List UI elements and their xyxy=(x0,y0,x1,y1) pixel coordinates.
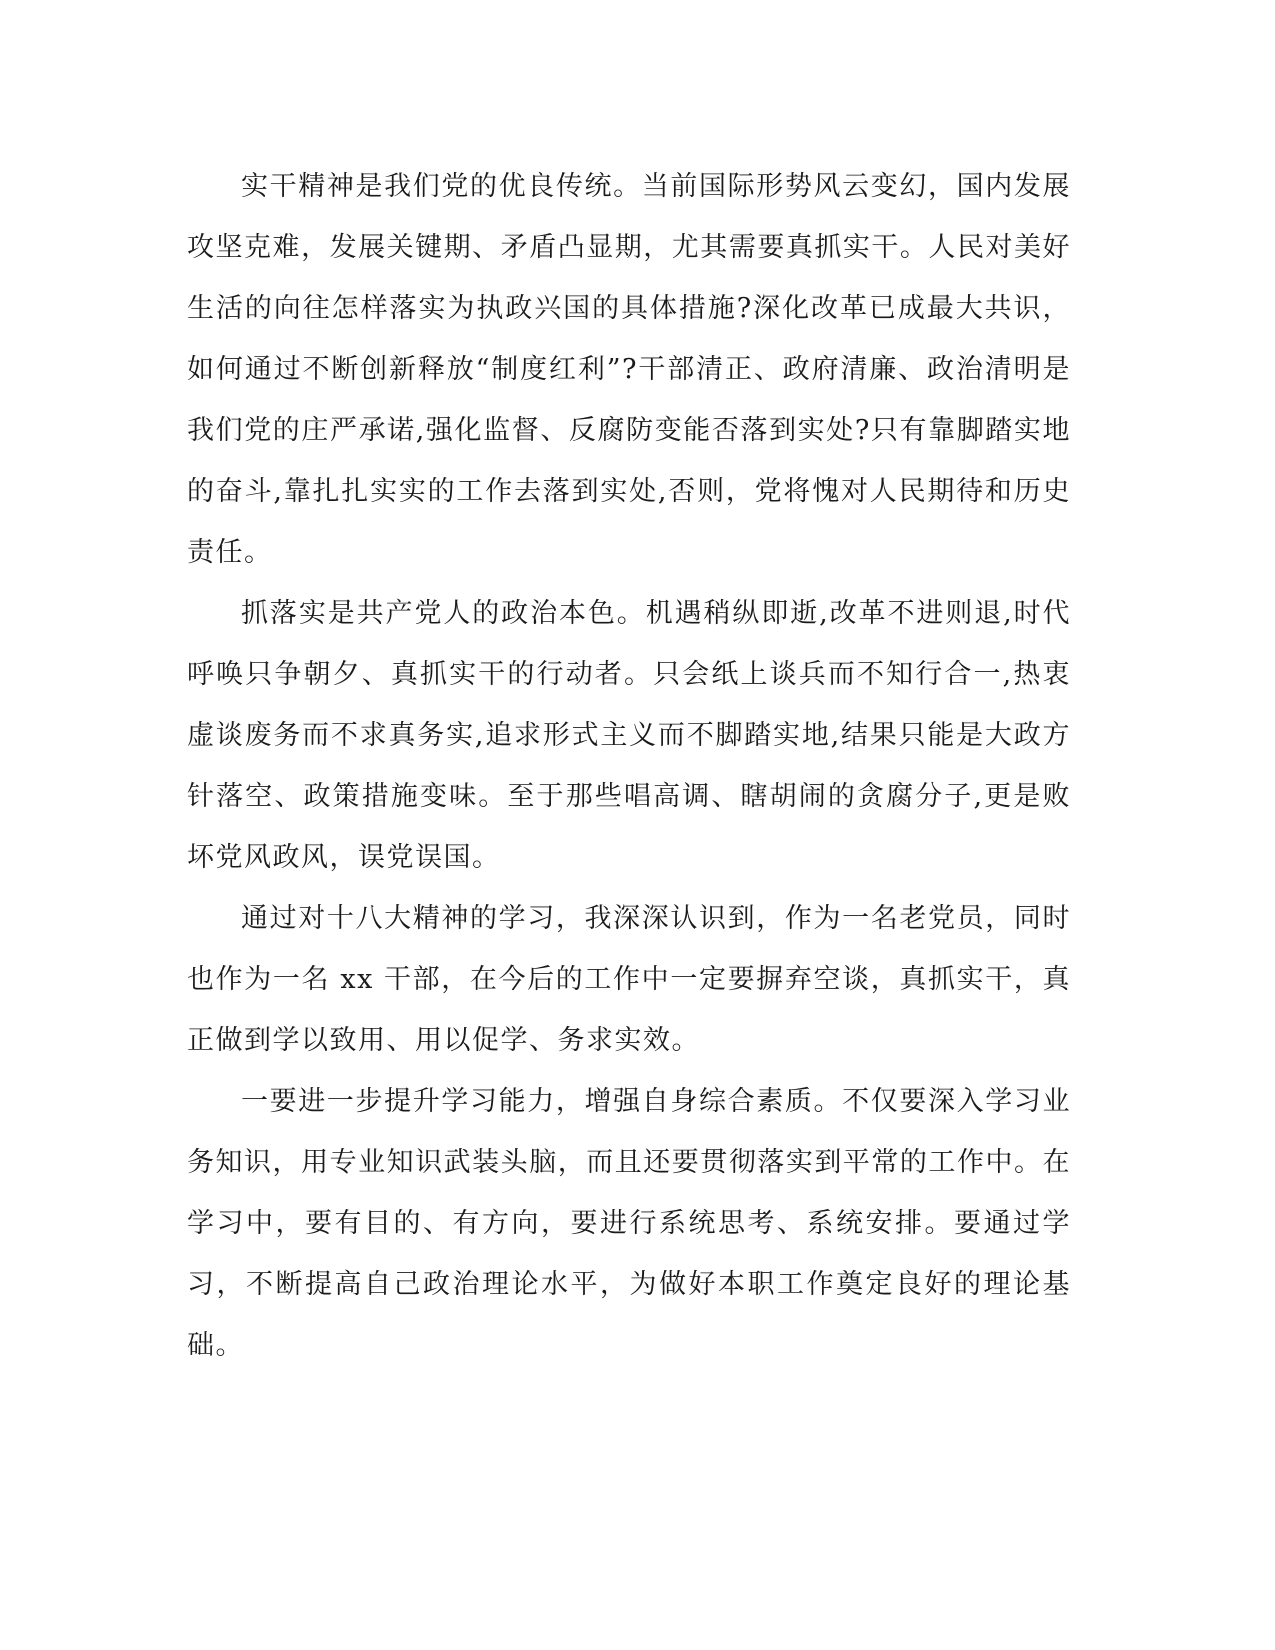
paragraph-2: 抓落实是共产党人的政治本色。机遇稍纵即逝,改革不进则退,时代呼唤只争朝夕、真抓实干的行动者。只会纸上谈兵而不知行合一,热衷虚谈废务而不求真务实,追求形式主义而不脚踏实地,结果只能是大政方针落空、政策措施变味。至于那些唱高调、瞎胡闹的贪腐分子,更是败坏党风政风，误党误国。 xyxy=(187,598,1071,873)
paragraph-1: 实干精神是我们党的优良传统。当前国际形势风云变幻，国内发展攻坚克难，发展关键期、矛盾凸显期，尤其需要真抓实干。人民对美好生活的向往怎样落实为执政兴国的具体措施?深化改革已成最大共识，如何通过不断创新释放“制度红利”?干部清正、政府清廉、政治清明是我们党的庄严承诺,强化监督、反腐防变能否落到实处?只有靠脚踏实地的奋斗,靠扎扎实实的工作去落到实处,否则，党将愧对人民期待和历史责任。 xyxy=(187,171,1071,568)
paragraph-3: 通过对十八大精神的学习，我深深认识到，作为一名老党员，同时也作为一名 xx 干部，在今后的工作中一定要摒弃空谈，真抓实干，真正做到学以致用、用以促学、务求实效。 xyxy=(187,903,1071,1056)
document-body xyxy=(187,156,1071,1376)
paragraph-4: 一要进一步提升学习能力，增强自身综合素质。不仅要深入学习业务知识，用专业知识武装头脑，而且还要贯彻落实到平常的工作中。在学习中，要有目的、有方向，要进行系统思考、系统安排。要通过学习，不断提高自己政治理论水平，为做好本职工作奠定良好的理论基础。 xyxy=(187,1086,1071,1361)
